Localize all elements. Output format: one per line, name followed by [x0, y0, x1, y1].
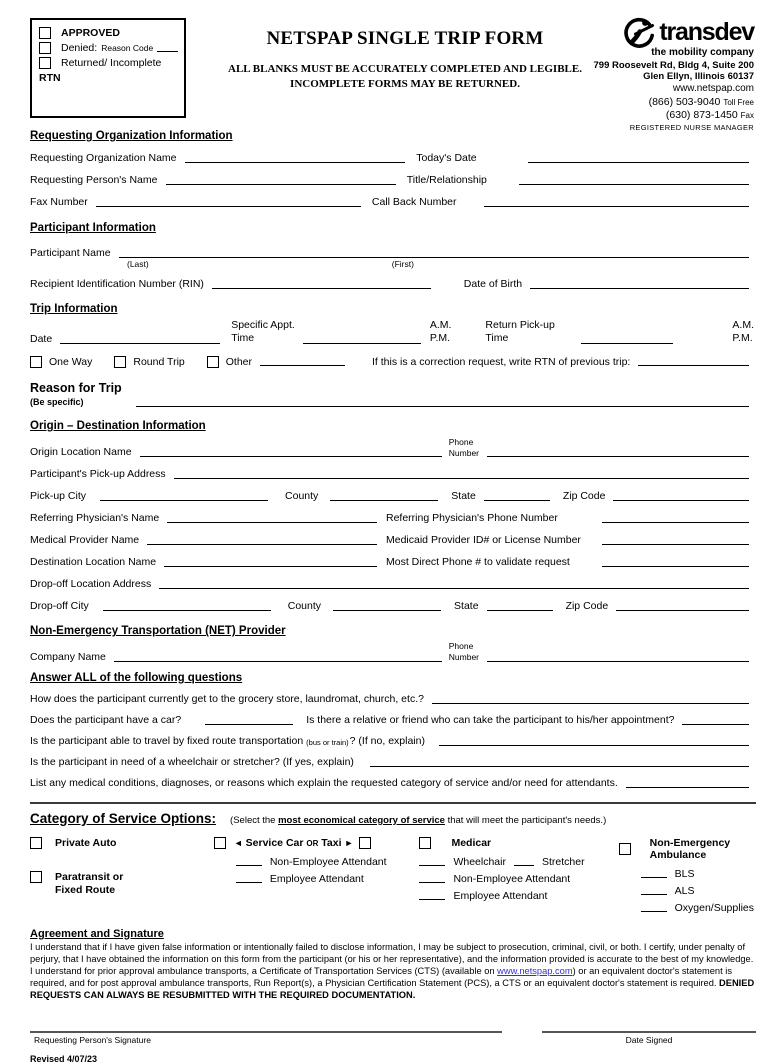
round-trip-checkbox[interactable] [114, 356, 126, 368]
company-website: www.netspap.com [672, 83, 754, 95]
med-provider-field[interactable] [147, 536, 377, 545]
question2-row [30, 714, 754, 726]
question1-row [30, 693, 754, 705]
nurse-manager-label: REGISTERED NURSE MANAGER [629, 123, 754, 132]
sc-employee-field[interactable] [236, 874, 262, 883]
callback-label: Call Back Number [371, 196, 457, 208]
agreement-text-2: ) or an equivalent doctor's statement is required, and for post approval ambulance transports, Run Report(s), a Physician Certification Statement (PCS), a CTS or an equivalent doctor's statement is required. [30, 965, 732, 988]
fax-number-field[interactable] [96, 198, 361, 207]
question2b-field[interactable] [682, 716, 749, 725]
wheelchair-stretcher-row [419, 856, 618, 868]
fax-number: (630) 873-1450 [665, 108, 738, 121]
last-name-sublabel: (Last) [127, 259, 149, 269]
ref-phys-left [30, 512, 382, 524]
private-auto-row [30, 837, 214, 849]
private-auto-label: Private Auto [55, 836, 117, 849]
dropoff-address-row [30, 578, 754, 590]
sc-non-employee-row [236, 856, 406, 868]
paratransit-checkbox[interactable] [30, 871, 42, 883]
specific-appt-line2: Time [231, 332, 255, 345]
company-address-line1: 799 Roosevelt Rd, Bldg 4, Suite 200 [593, 59, 754, 71]
tollfree-number: (866) 503-9040 [648, 95, 721, 108]
sc-non-employee-label: Non-Employee Attendant [269, 855, 387, 868]
question4-label: Is the participant in need of a wheelchair or stretcher? (If yes, explain) [30, 755, 354, 768]
dest-name-left [30, 556, 382, 568]
ambulance-checkbox[interactable] [619, 843, 631, 855]
origin-phone-label [449, 437, 479, 458]
rin-field[interactable] [212, 280, 431, 289]
service-car-row [214, 837, 406, 849]
section-requesting-org: Requesting Organization Information [30, 130, 233, 142]
other-label: Other [225, 356, 253, 369]
section-category: Category of Service Options: [30, 810, 217, 826]
ref-phys-field[interactable] [167, 514, 377, 523]
question3b-label: ? (If no, explain) [349, 734, 425, 747]
direct-phone-label: Most Direct Phone # to validate request [386, 556, 570, 569]
dropoff-city-row [30, 600, 754, 612]
title-relationship-label: Title/Relationship [406, 174, 487, 186]
med-provider-label: Medical Provider Name [30, 534, 140, 547]
service-car-text: Service Car [245, 836, 304, 849]
medicaid-id-label: Medicaid Provider ID# or License Number [386, 534, 581, 547]
tollfree-label: Toll Free [723, 97, 754, 107]
signature-field[interactable] [30, 1031, 502, 1033]
appt-am: A.M. [429, 319, 452, 331]
person-name-label: Requesting Person's Name [30, 174, 158, 186]
question2a-field[interactable] [205, 716, 293, 725]
appt-time-field[interactable] [303, 335, 421, 344]
one-way-label: One Way [49, 356, 93, 369]
sc-employee-label: Employee Attendant [269, 872, 364, 885]
company-name-label: Company Name [30, 650, 106, 663]
pickup-city-field[interactable] [100, 492, 268, 501]
pickup-county-field[interactable] [330, 492, 438, 501]
org-name-label: Requesting Organization Name [30, 152, 177, 164]
ref-phys-label: Referring Physician's Name [30, 512, 160, 525]
category-heading-row [30, 811, 754, 826]
pickup-address-row [30, 468, 754, 480]
pickup-county-label: County [285, 490, 319, 503]
agreement-text-1: I understand that if I have given false information or intentionally failed to disclose information, I may be subject to prosecution, criminal, civil, or both. I certify, under penalty of perjury, that I have obtained the information on this form from the participant (or his or her representative), and the information provided is accurate to the best of my knowledge. I understand for prior approval ambulance transports, a Certificate of Transportation Services (CTS) (available on [30, 941, 754, 976]
rin-row [30, 278, 754, 290]
question3a-label: Is the participant able to travel by fixed route transportation [30, 734, 304, 747]
dropoff-zip-label: Zip Code [565, 600, 609, 613]
page-title: NETSPAP SINGLE TRIP FORM [266, 28, 544, 49]
date-signed-label: Date Signed [625, 1035, 673, 1046]
tollfree-phone [594, 96, 755, 109]
appt-ampm-label [430, 319, 452, 345]
sc-non-employee-field[interactable] [236, 857, 262, 866]
reason-code-field[interactable] [157, 43, 178, 52]
pickup-city-label: Pick-up City [30, 490, 87, 503]
service-car-checkbox[interactable] [214, 837, 226, 849]
paratransit-row [30, 871, 214, 897]
taxi-text: Taxi [321, 836, 342, 849]
correction-rtn-field[interactable] [638, 357, 749, 366]
origin-phone-field[interactable] [487, 448, 749, 457]
reason-label-block [30, 381, 122, 408]
als-label: ALS [674, 884, 695, 897]
md-non-employee-field[interactable] [419, 874, 445, 883]
origin-name-field[interactable] [140, 448, 442, 457]
dropoff-county-label: County [287, 600, 322, 613]
returned-row [39, 57, 178, 69]
reason-row [30, 381, 754, 408]
revised-date: Revised 4/07/23 [30, 1054, 98, 1064]
stretcher-label: Stretcher [541, 855, 585, 868]
other-checkbox[interactable] [207, 356, 219, 368]
medicaid-id-field[interactable] [602, 536, 749, 545]
first-name-sublabel: (First) [391, 259, 414, 269]
agreement-paragraph [30, 941, 756, 1001]
rtn-label: RTN [39, 72, 61, 84]
specific-appt-label [231, 319, 295, 345]
returned-checkbox[interactable] [39, 57, 51, 69]
pickup-address-label: Participant's Pick-up Address [30, 468, 166, 481]
category-note [230, 815, 606, 826]
participant-name-row [30, 247, 754, 259]
origin-phone-line1: Phone [448, 437, 474, 448]
md-non-employee-label: Non-Employee Attendant [453, 872, 571, 885]
appt-pm: P.M. [429, 332, 451, 345]
als-row [641, 885, 754, 897]
form-subtitle: ALL BLANKS MUST BE ACCURATELY COMPLETED AND LEGIBLE. INCOMPLETE FORMS MAY BE RETURNED. [228, 63, 582, 90]
service-car-taxi-label [234, 837, 354, 849]
category-col-ambulance [619, 837, 754, 914]
approved-checkbox[interactable] [39, 27, 51, 39]
taxi-checkbox[interactable] [359, 837, 371, 849]
question3-field[interactable] [439, 737, 749, 746]
trip-date-label: Date [30, 333, 53, 346]
other-field[interactable] [260, 357, 345, 366]
oxygen-field[interactable] [641, 903, 667, 912]
paratransit-line1: Paratransit or [55, 870, 124, 883]
company-block [594, 16, 755, 132]
wheelchair-label: Wheelchair [453, 855, 506, 868]
oxygen-label: Oxygen/Supplies [674, 901, 754, 914]
dob-label: Date of Birth [463, 278, 523, 290]
correction-label: If this is a correction request, write RTN of previous trip: [372, 356, 631, 369]
bls-row [641, 868, 754, 880]
question1-field[interactable] [432, 695, 749, 704]
logo-wordmark: transdev [659, 18, 754, 47]
question5-row [30, 777, 754, 789]
medicar-row [405, 837, 618, 849]
destination-name-row [30, 556, 754, 568]
section-net-provider: Non-Emergency Transportation (NET) Provider [30, 625, 286, 638]
rin-label: Recipient Identification Number (RIN) [30, 278, 204, 290]
returned-label: Returned/ Incomplete [61, 57, 162, 69]
left-arrow-icon: ◄ [233, 837, 243, 848]
category-col-service-car [214, 837, 406, 914]
category-col-private [30, 837, 214, 914]
stretcher-field[interactable] [514, 857, 534, 866]
person-name-field[interactable] [166, 176, 396, 185]
trip-date-row [30, 319, 754, 345]
bls-field[interactable] [641, 869, 667, 878]
participant-name-label: Participant Name [30, 247, 111, 259]
dropoff-city-field[interactable] [103, 602, 271, 611]
dropoff-city-label: Drop-off City [30, 600, 89, 613]
question2b-label: Is there a relative or friend who can take the participant to his/her appointment? [306, 713, 675, 726]
fax-phone [594, 109, 755, 122]
return-pickup-label [485, 319, 554, 345]
ref-phys-phone-field[interactable] [602, 514, 749, 523]
dropoff-state-field[interactable] [487, 602, 553, 611]
company-name-field[interactable] [114, 653, 442, 662]
netspap-link[interactable]: www.netspap.com [497, 965, 573, 976]
medicar-label: Medicar [451, 836, 492, 849]
ambulance-label: Non-Emergency Ambulance [649, 836, 731, 861]
category-col-medicar [405, 837, 618, 914]
round-trip-label: Round Trip [133, 356, 185, 369]
dropoff-zip-field[interactable] [616, 602, 749, 611]
als-field[interactable] [641, 886, 667, 895]
reason-sub: (Be specific) [30, 396, 84, 407]
md-employee-label: Employee Attendant [453, 889, 548, 902]
question5-label: List any medical conditions, diagnoses, or reasons which explain the requested category of service and/or need for attendants. [30, 776, 618, 789]
logo-row [594, 16, 755, 50]
approved-row [39, 27, 178, 39]
dropoff-state-label: State [454, 600, 479, 613]
title-block [220, 28, 590, 92]
return-pm: P.M. [732, 332, 753, 345]
origin-name-label: Origin Location Name [30, 446, 132, 459]
md-employee-field[interactable] [419, 891, 445, 900]
medical-provider-row [30, 534, 754, 546]
date-signed-block [542, 1031, 756, 1045]
return-ampm-label [732, 319, 754, 345]
dob-field[interactable] [530, 280, 749, 289]
section-origin-dest: Origin – Destination Information [30, 420, 206, 433]
pickup-address-field[interactable] [174, 470, 749, 479]
name-sublabels-row [30, 259, 754, 269]
fax-label: Fax [740, 110, 754, 120]
origin-phone-line2: Number [448, 447, 479, 458]
pickup-zip-label: Zip Code [562, 490, 606, 503]
trip-type-row [30, 356, 754, 368]
pickup-city-row [30, 490, 754, 502]
date-signed-field[interactable] [542, 1031, 756, 1033]
bls-label: BLS [674, 867, 695, 880]
question2a-label: Does the participant have a car? [30, 713, 182, 726]
net-phone-label [449, 641, 479, 662]
pickup-zip-field[interactable] [613, 492, 749, 501]
dropoff-address-label: Drop-off Location Address [30, 578, 152, 591]
paratransit-line2: Fixed Route [55, 883, 116, 896]
pickup-state-label: State [451, 490, 476, 503]
md-employee-row [419, 890, 618, 902]
denied-checkbox[interactable] [39, 42, 51, 54]
one-way-checkbox[interactable] [30, 356, 42, 368]
logo-tagline: the mobility company [651, 47, 754, 58]
org-name-row [30, 152, 754, 164]
right-arrow-icon: ► [344, 837, 354, 848]
dropoff-county-field[interactable] [333, 602, 441, 611]
person-name-row [30, 174, 754, 186]
reason-code-label: Reason Code [101, 43, 154, 53]
referring-physician-row [30, 512, 754, 524]
approval-status-box [30, 18, 186, 118]
section-divider [30, 802, 756, 804]
paratransit-label [55, 871, 123, 897]
denied-row [39, 42, 178, 54]
form-header [30, 16, 754, 132]
question4-row [30, 756, 754, 768]
ambulance-row [619, 837, 754, 861]
sc-employee-row [236, 873, 406, 885]
return-time-field[interactable] [581, 335, 673, 344]
oxygen-row [641, 902, 754, 914]
question1-label: How does the participant currently get to the grocery store, laundromat, church, etc.? [30, 692, 424, 705]
net-phone-line1: Phone [448, 641, 474, 652]
org-name-field[interactable] [185, 154, 406, 163]
section-questions: Answer ALL of the following questions [30, 671, 243, 684]
net-phone-field[interactable] [487, 653, 749, 662]
signature-row [30, 1031, 756, 1045]
participant-name-field[interactable] [119, 249, 749, 258]
todays-date-field[interactable] [528, 154, 749, 163]
direct-phone-field[interactable] [602, 558, 749, 567]
agreement-bold-text: DENIED REQUESTS CAN ALWAYS BE RESUBMITTED WITH THE REQUIRED DOCUMENTATION. [30, 977, 755, 1000]
question5-field[interactable] [626, 779, 749, 788]
or-text: OR [306, 838, 319, 848]
reason-heading: Reason for Trip [30, 381, 122, 396]
fax-number-label: Fax Number [30, 196, 88, 208]
trip-date-field[interactable] [60, 335, 220, 344]
private-auto-checkbox[interactable] [30, 837, 42, 849]
question3-small-label: (bus or train) [306, 737, 349, 747]
return-pickup-line1: Return Pick-up [485, 319, 555, 331]
title-relationship-field[interactable] [519, 176, 749, 185]
ref-phys-phone-label: Referring Physician's Phone Number [386, 512, 558, 525]
origin-name-row [30, 437, 754, 458]
todays-date-label: Today's Date [416, 152, 477, 164]
fax-row [30, 196, 754, 208]
company-address-line2: Glen Ellyn, Illinois 60137 [643, 71, 754, 83]
callback-field[interactable] [484, 198, 749, 207]
question4-field[interactable] [370, 758, 749, 767]
specific-appt-line1: Specific Appt. [231, 319, 295, 331]
reason-field[interactable] [136, 398, 749, 407]
category-grid [30, 837, 754, 914]
dropoff-address-field[interactable] [159, 580, 749, 589]
signature-block [30, 1031, 502, 1045]
approved-label: APPROVED [61, 27, 120, 39]
wheelchair-field[interactable] [419, 857, 445, 866]
return-pickup-line2: Time [485, 332, 509, 345]
net-phone-line2: Number [448, 652, 479, 662]
category-note-pre: (Select the [230, 814, 279, 826]
company-name-row [30, 641, 754, 662]
pickup-state-field[interactable] [484, 492, 550, 501]
denied-label: Denied: [61, 42, 98, 54]
dest-name-field[interactable] [164, 558, 377, 567]
section-trip: Trip Information [30, 303, 118, 315]
dest-name-label: Destination Location Name [30, 556, 157, 569]
signature-label: Requesting Person's Signature [34, 1035, 151, 1046]
return-am: A.M. [732, 319, 754, 331]
medicar-checkbox[interactable] [419, 837, 431, 849]
med-provider-left [30, 534, 382, 546]
section-agreement: Agreement and Signature [30, 927, 164, 940]
category-note-bold: most economical category of service [278, 814, 445, 826]
md-non-employee-row [419, 873, 618, 885]
section-participant: Participant Information [30, 222, 156, 234]
category-note-post: that will meet the participant's needs.) [444, 814, 607, 826]
question3-row [30, 735, 754, 747]
transdev-logo-icon [622, 16, 656, 50]
